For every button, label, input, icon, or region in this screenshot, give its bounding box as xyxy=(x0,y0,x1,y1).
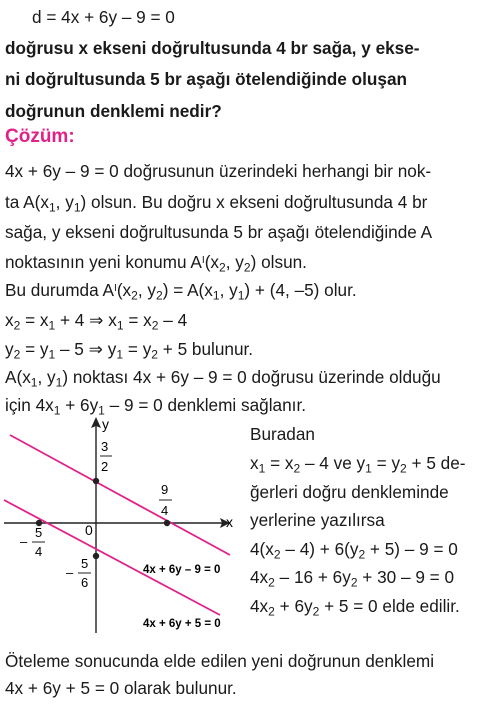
x-intercept-2-denominator: 4 xyxy=(35,544,43,559)
y-intercept-2-numerator: 5 xyxy=(81,556,89,571)
point-y-intercept-2 xyxy=(93,553,99,559)
solution-line-4: noktasının yeni konumu $A^I(x_2$, $y_2$) olsun. xyxy=(5,252,307,275)
side-line-3: ğerleri doğru denkleminde xyxy=(250,482,449,502)
original-line-label: 4x + 6y – 9 = 0 xyxy=(143,564,221,576)
side-line-7: $4x_2 + 6y_2 + 5 = 0$ elde edilir. xyxy=(250,596,460,619)
origin-label: 0 xyxy=(85,522,93,538)
side-line-6: $4x_2 - 16 + 6y_2 + 30 - 9 = 0$ xyxy=(250,567,455,590)
problem-line-1: doğrusu x ekseni doğrultusunda 4 br sağa, y ekse- xyxy=(5,38,420,58)
solution-line-7: $y_2 = y_1 - 5$ ⇒ $y_1 = y_2 + 5$ bulunur. xyxy=(5,339,254,362)
y-axis-label: y xyxy=(102,416,109,432)
conclusion-line-1: Öteleme sonucunda elde edilen yeni doğrunun denklemi xyxy=(5,651,435,671)
side-line-5: $4(x_2 - 4) + 6(y_2 + 5) - 9 = 0$ xyxy=(250,539,458,562)
solution-line-9: için $4x_1 + 6y_1 - 9 = 0$ denklemi sağlanır. xyxy=(5,395,306,418)
y-intercept-1-denominator: 2 xyxy=(101,459,109,474)
y-intercept-1-numerator: 3 xyxy=(101,439,109,454)
point-x-intercept-1 xyxy=(164,520,170,526)
point-y-intercept-1 xyxy=(93,478,99,484)
y-intercept-2-sign: – xyxy=(66,565,74,580)
side-line-4: yerlerine yazılırsa xyxy=(250,510,385,530)
solution-line-6: $x_2 = x_1 + 4$ ⇒ $x_1 = x_2 - 4$ xyxy=(5,310,188,333)
x-intercept-2-sign: – xyxy=(20,534,28,549)
translated-line-label: 4x + 6y + 5 = 0 xyxy=(143,618,221,630)
original-line xyxy=(10,435,230,555)
solution-line-3: sağa, y ekseni doğrultusunda 5 br aşağı ötelendiğinde A xyxy=(5,222,433,242)
side-line-1: Buradan xyxy=(250,424,315,444)
solution-line-2: ta $A(x_1$, $y_1$) olsun. Bu doğru x ekseni doğrultusunda 4 br xyxy=(5,192,428,215)
problem-equation: d = 4x + 6y – 9 = 0 xyxy=(32,7,175,27)
x-intercept-1-denominator: 4 xyxy=(161,503,169,518)
x-intercept-1-numerator: 9 xyxy=(161,482,169,497)
x-axis-label: x xyxy=(226,514,233,530)
x-intercept-2-numerator: 5 xyxy=(35,525,43,540)
solution-line-8: $A(x_1$, $y_1$) noktası 4x + 6y – 9 = 0 doğrusu üzerinde olduğu xyxy=(5,367,441,390)
solution-heading: Çözüm: xyxy=(5,126,75,147)
problem-line-2: ni doğrultusunda 5 br aşağı ötelendiğinde oluşan xyxy=(5,69,408,89)
solution-line-1: 4x + 6y – 9 = 0 doğrusunun üzerindeki herhangi bir nok- xyxy=(5,161,432,181)
problem-line-3: doğrunun denklemi nedir? xyxy=(5,101,222,121)
coordinate-graph xyxy=(0,415,250,640)
side-line-2: $x_1 = x_2 - 4$ ve $y_1 = y_2 + 5$ de- xyxy=(250,453,466,476)
y-intercept-2-denominator: 6 xyxy=(81,575,89,590)
solution-line-5: Bu durumda $A^I(x_2$, $y_2) = A(x_1$, $y_1) + (4$, –5) olur. xyxy=(5,280,357,303)
conclusion-line-2: 4x + 6y + 5 = 0 olarak bulunur. xyxy=(5,678,237,698)
